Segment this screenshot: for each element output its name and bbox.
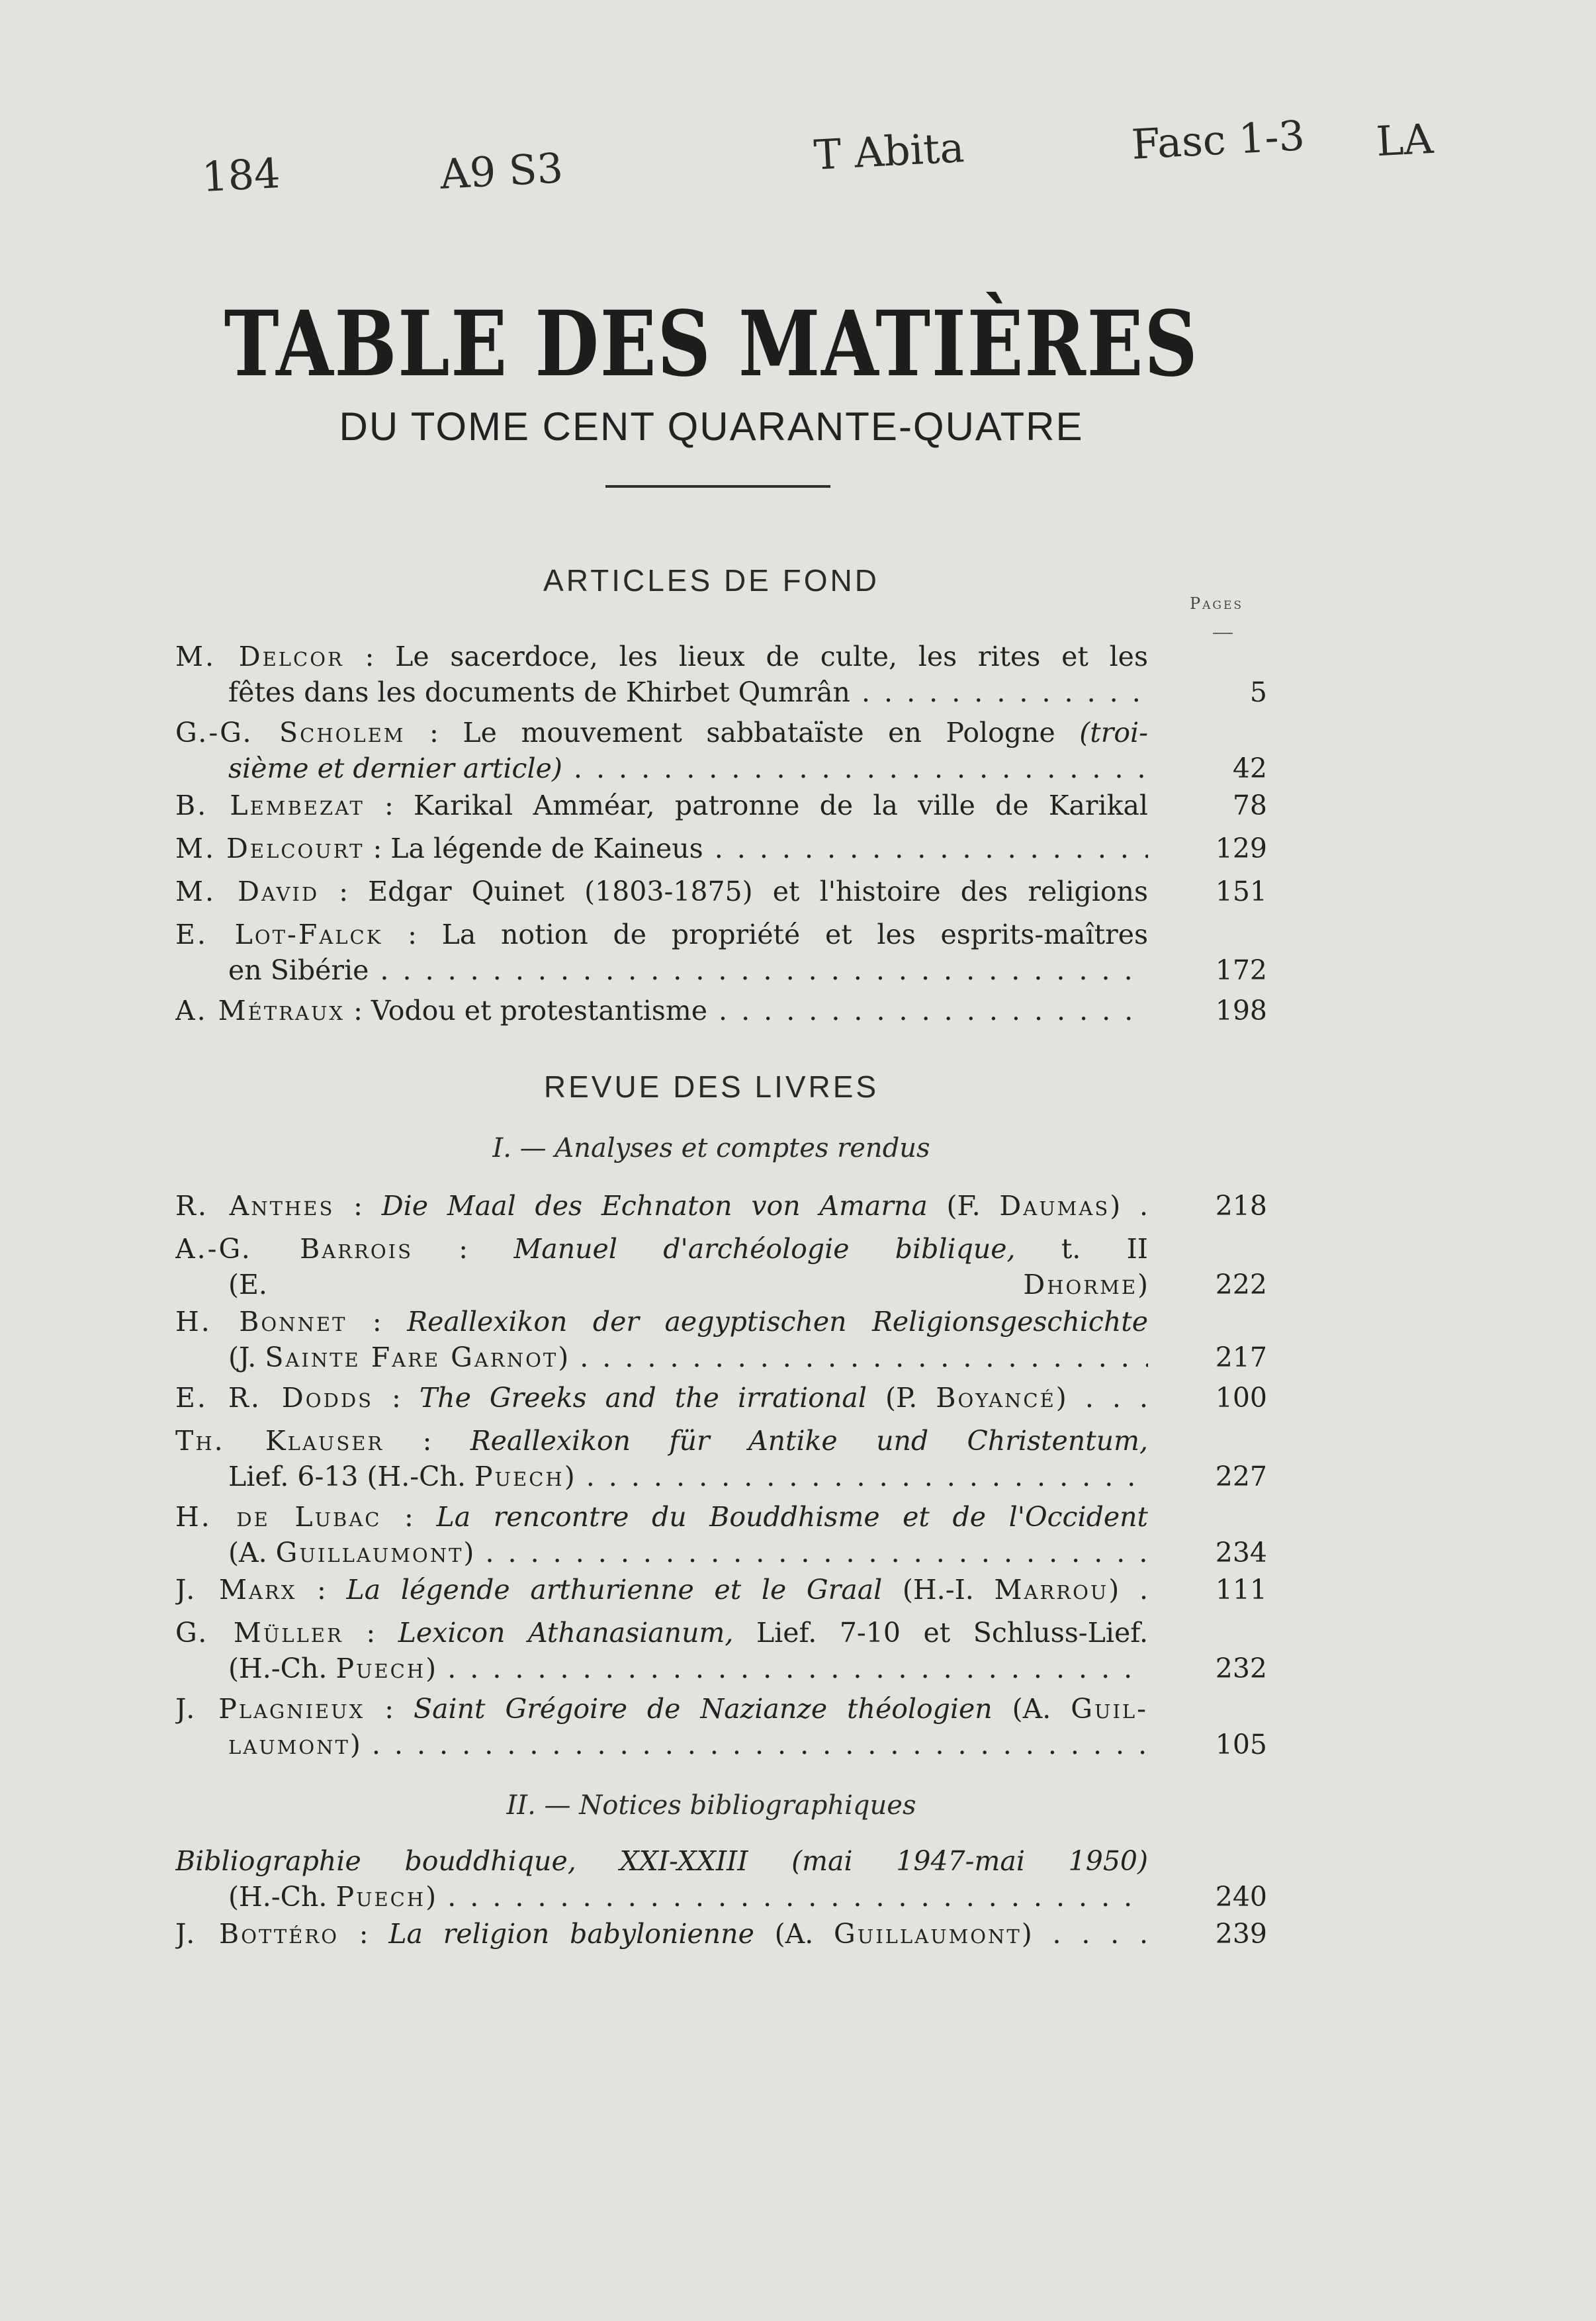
- handwritten-note-3: T Abita: [813, 123, 965, 179]
- page-number: 105: [1215, 1729, 1267, 1760]
- title-rule: [605, 485, 830, 488]
- page-number: 78: [1232, 790, 1267, 821]
- page-number: 151: [1215, 876, 1267, 907]
- reviews-subheading-1: I. — Analyses et comptes rendus: [492, 1133, 930, 1163]
- toc-entry: A. Métraux : Vodou et protestantisme . . . 198: [175, 993, 1267, 1028]
- toc-entry: R. Anthes : Die Maal des Echnaton von Amarna (F. Daumas) . 218: [175, 1188, 1267, 1224]
- toc-entry: E. Lot-Falck : La notion de propriété et les esprits-maîtres en Sibérie . . . 172: [175, 917, 1267, 988]
- page-number: 111: [1215, 1574, 1267, 1606]
- toc-entry: M. Delcor : Le sacerdoce, les lieux de culte, les rites et les fêtes dans les documents de Khirbet Qumrân . . . 5: [175, 639, 1267, 710]
- page-number: 240: [1215, 1881, 1267, 1913]
- page-number: 227: [1215, 1461, 1267, 1492]
- page-title: TABLE DES MATIÈRES: [224, 291, 1199, 397]
- page-number: 42: [1232, 752, 1267, 784]
- toc-entry: H. de Lubac : La rencontre du Bouddhisme et de l'Occident (A. Guillaumont) . . . 234: [175, 1499, 1267, 1570]
- page-number: 172: [1215, 954, 1267, 986]
- toc-entry: Th. Klauser : Reallexikon für Antike und Christentum, Lief. 6-13 (H.-Ch. Puech) . . . 227: [175, 1423, 1267, 1494]
- page-number: 222: [1215, 1269, 1267, 1300]
- page-number: 129: [1215, 833, 1267, 864]
- page-number: 100: [1215, 1382, 1267, 1414]
- toc-entry: J. Plagnieux : Saint Grégoire de Nazianze théologien (A. Guil- laumont) . . . 105: [175, 1691, 1267, 1762]
- toc-entry: J. Bottéro : La religion babylonienne (A. Guillaumont) . . . . 239: [175, 1916, 1267, 1952]
- reviews-heading: REVUE DES LIVRES: [543, 1069, 879, 1104]
- toc-entry: G.-G. Scholem : Le mouvement sabbataïste en Pologne (troi- sième et dernier article) . . . 42: [175, 715, 1267, 786]
- toc-entry: H. Bonnet : Reallexikon der aegyptischen Religionsgeschichte (J. Sainte Fare Garnot) . . . 217: [175, 1304, 1267, 1375]
- pages-column-label: Pages: [1190, 594, 1244, 613]
- toc-entry: B. Lembezat : Karikal Amméar, patronne de la ville de Karikal 78: [175, 788, 1267, 823]
- handwritten-note-1: 184: [200, 148, 282, 202]
- page-number: 218: [1215, 1190, 1267, 1222]
- pages-dash: [1213, 633, 1233, 634]
- toc-entry: E. R. Dodds : The Greeks and the irrational (P. Boyancé) . . . 100: [175, 1380, 1267, 1416]
- articles-heading: ARTICLES DE FOND: [543, 563, 879, 598]
- toc-entry: M. David : Edgar Quinet (1803-1875) et l'histoire des religions 151: [175, 874, 1267, 909]
- page-number: 198: [1215, 995, 1267, 1026]
- page-number: 232: [1215, 1653, 1267, 1684]
- toc-entry: Bibliographie bouddhique, XXI-XXIII (mai 1947-mai 1950) (H.-Ch. Puech) . . . 240: [175, 1843, 1267, 1915]
- toc-entry: A.-G. Barrois : Manuel d'archéologie biblique, t. II (E. Dhorme) 222: [175, 1231, 1267, 1302]
- toc-entry: J. Marx : La légende arthurienne et le Graal (H.-I. Marrou) . 111: [175, 1572, 1267, 1608]
- toc-entry: M. Delcourt : La légende de Kaineus . . . 129: [175, 831, 1267, 866]
- page-number: 5: [1249, 676, 1267, 708]
- page-number: 217: [1215, 1342, 1267, 1373]
- toc-entry: G. Müller : Lexicon Athanasianum, Lief. 7-10 et Schluss-Lief. (H.-Ch. Puech) . . . 232: [175, 1615, 1267, 1686]
- handwritten-note-4: Fasc 1-3: [1130, 111, 1306, 169]
- page-number: 239: [1215, 1918, 1267, 1950]
- page-subtitle: DU TOME CENT QUARANTE-QUATRE: [339, 404, 1084, 449]
- handwritten-note-2: A9 S3: [439, 144, 564, 199]
- reviews-subheading-2: II. — Notices bibliographiques: [506, 1790, 916, 1821]
- page-number: 234: [1215, 1537, 1267, 1569]
- handwritten-note-5: LA: [1375, 114, 1435, 166]
